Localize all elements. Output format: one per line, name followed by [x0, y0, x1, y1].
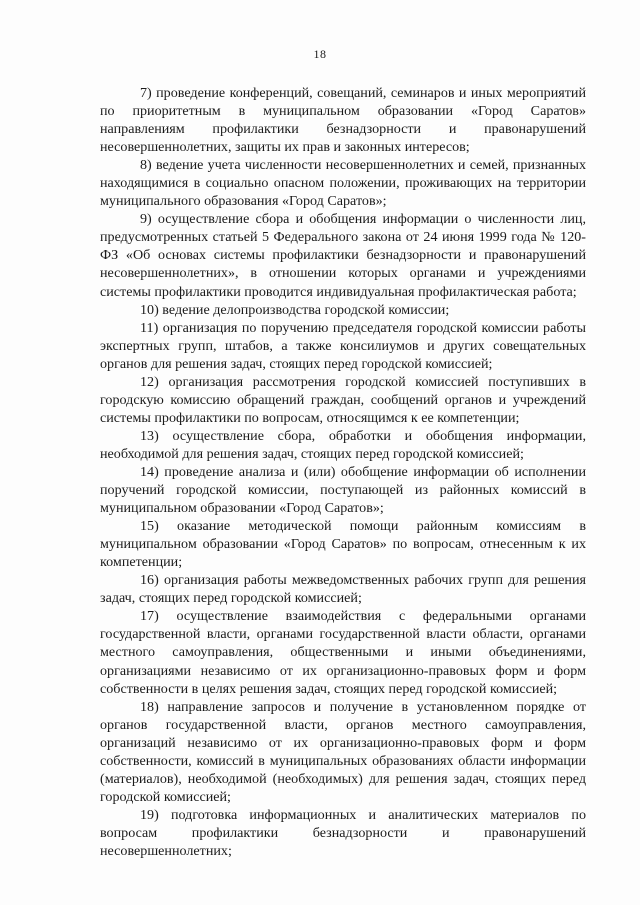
list-item-19: 19) подготовка информационных и аналитических материалов по вопросам профилактики безнадзорности и правонарушений несовершеннолетних;: [100, 806, 586, 859]
list-item-16: 16) организация работы межведомственных рабочих групп для решения задач, стоящих перед городской комиссией;: [100, 572, 586, 607]
list-item-7: 7) проведение конференций, совещаний, семинаров и иных мероприятий по приоритетным в муниципальном образовании «Город Саратов» направлениям профилактики безнадзорности и правонарушений несовершеннолетних, защиты их прав и законных интересов;: [100, 85, 586, 156]
list-item-17: 17) осуществление взаимодействия с федеральными органами государственной власти, органами государственной власти области, органами местного самоуправления, общественными и иными объединениями, организациями независимо от их организационно-правовых форм и форм собственности в целях решения задач, стоящих перед городской комиссией;: [100, 608, 586, 697]
list-item-9: 9) осуществление сбора и обобщения информации о численности лиц, предусмотренных статьей 5 Федерального закона от 24 июня 1999 года № 120-ФЗ «Об основах системы профилактики безнадзорности и правонарушений несовершеннолетних», в отношении которых органами и учреждениями системы профилактики проводится индивидуальная профилактическая работа;: [100, 211, 586, 300]
list-item-14: 14) проведение анализа и (или) обобщение информации об исполнении поручений городской комиссии, поступающей из районных комиссий в муниципальном образовании «Город Саратов»;: [100, 463, 586, 517]
page-number: 18: [313, 47, 327, 61]
list-item-8: 8) ведение учета численности несовершеннолетних и семей, признанных находящимися в социально опасном положении, проживающих на территории муниципального образования «Город Саратов»;: [100, 157, 586, 210]
list-item-11: 11) организация по поручению председателя городской комиссии работы экспертных групп, штабов, а также консилиумов и других совещательных органов для решения задач, стоящих перед городской комиссией;: [100, 319, 586, 372]
document-body: [100, 84, 586, 860]
list-item-13: 13) осуществление сбора, обработки и обобщения информации, необходимой для решения задач, стоящих перед городской комиссией;: [100, 427, 586, 462]
list-item-12: 12) организация рассмотрения городской комиссией поступивших в городскую комиссию обращений граждан, сообщений органов и учреждений системы профилактики по вопросам, относящимся к ее компетенции;: [100, 373, 586, 426]
list-item-10: 10) ведение делопроизводства городской комиссии;: [140, 301, 450, 318]
list-item-15: 15) оказание методической помощи районным комиссиям в муниципальном образовании «Город Саратов» по вопросам, отнесенным к их компетенции;: [100, 518, 586, 571]
list-item-18: 18) направление запросов и получение в установленном порядке от органов государственной власти, органов местного самоуправления, организаций независимо от их организационно-правовых форм и форм собственности, комиссий в муниципальных образованиях области информации (материалов), необходимой (необходимых) для решения задач, стоящих перед городской комиссией;: [100, 698, 586, 805]
